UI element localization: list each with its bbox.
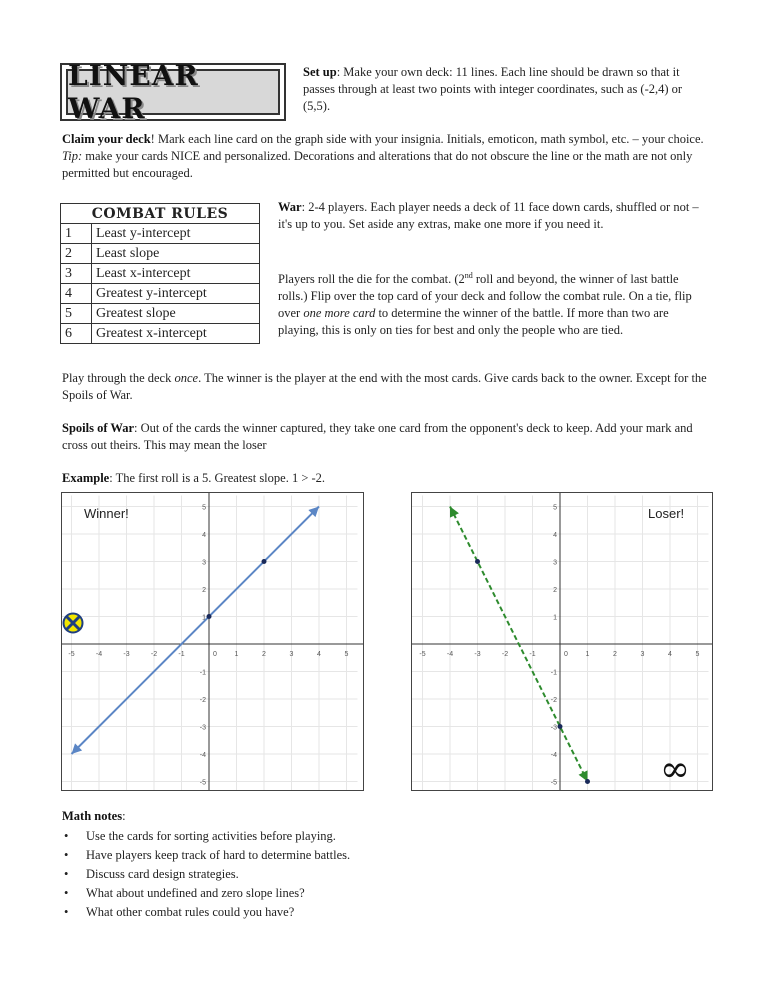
page-title: LINEAR WAR xyxy=(68,59,199,125)
combat-rules-header-row xyxy=(61,204,260,224)
x-tick-label: 1 xyxy=(234,651,239,658)
roll-emphasis: one more card xyxy=(303,306,376,321)
loser-label: Loser! xyxy=(648,506,685,521)
x-tick-label: 0 xyxy=(213,651,217,658)
y-tick-label: -3 xyxy=(550,724,557,732)
table-row xyxy=(61,304,260,324)
rule-number: 2 xyxy=(61,244,92,264)
y-tick-label: -3 xyxy=(199,724,206,732)
combat-rules-table xyxy=(60,203,260,344)
play-text-1: Play through the deck xyxy=(62,371,175,385)
rule-number: 5 xyxy=(61,304,92,324)
rule-text: Least slope xyxy=(92,244,260,264)
rule-number: 6 xyxy=(61,324,92,344)
rule-number: 1 xyxy=(61,224,92,244)
y-tick-label: 3 xyxy=(553,559,557,567)
rule-text: Greatest slope xyxy=(92,304,260,324)
x-tick-label: 1 xyxy=(585,651,590,658)
rule-text: Least x-intercept xyxy=(92,264,260,284)
x-tick-label: 0 xyxy=(564,651,568,658)
y-tick-label: 5 xyxy=(202,504,206,512)
graph-line xyxy=(72,504,320,755)
y-tick-label: -2 xyxy=(199,697,206,704)
y-tick-label: 3 xyxy=(202,559,206,567)
x-tick-label: -1 xyxy=(529,651,536,658)
x-tick-label: -2 xyxy=(501,651,509,658)
y-tick-label: -4 xyxy=(199,752,206,759)
y-tick-label: 2 xyxy=(553,587,557,594)
spoils-text: : Out of the cards the winner captured, they take one card from the opponent's deck to keep. Add your mark and cross out theirs. This may mean the loser xyxy=(62,421,693,452)
infinity-insignia-icon: ∞ xyxy=(660,749,690,790)
claim-text-1: ! Mark each line card on the graph side with your insignia. Initials, emoticon, math symbol, etc. – your choice. xyxy=(150,132,704,146)
x-tick-label: 3 xyxy=(640,651,645,658)
x-tick-label: 4 xyxy=(317,651,321,658)
point-marker xyxy=(475,559,480,564)
claim-label: Claim your deck xyxy=(62,132,151,146)
claim-text-2: make your cards NICE and personalized. Decorations and alterations that do not obscure the line or the math are not only permitted but encouraged. xyxy=(62,149,693,180)
winner-label: Winner! xyxy=(84,506,129,521)
loser-graph xyxy=(411,492,713,791)
example-label: Example xyxy=(62,471,110,485)
play-through-paragraph xyxy=(62,370,712,404)
table-row xyxy=(61,324,260,344)
x-tick-label: -5 xyxy=(68,651,75,658)
title-box xyxy=(60,59,286,125)
x-mark-insignia-icon xyxy=(64,614,83,633)
y-tick-label: 1 xyxy=(553,614,557,622)
list-item: • Use the cards for sorting activities before playing. xyxy=(62,827,712,846)
play-text-2: . The winner is the player at the end with the most cards. Give cards back to the owner. Except for the Spoils of War. xyxy=(62,371,707,402)
math-notes-list xyxy=(62,827,712,922)
roll-sup: nd xyxy=(464,271,473,280)
example-text: : The first roll is a 5. Greatest slope. 1 > -2. xyxy=(109,471,326,485)
roll-text-1: Players roll the die for the combat. (2 xyxy=(278,272,465,287)
play-emphasis: once xyxy=(174,371,199,385)
y-tick-label: 1 xyxy=(202,614,206,622)
roll-text-2: roll and beyond, the winner of last battle rolls.) Flip over the top card of your deck and follow the combat rule. On a tie, flip over xyxy=(278,272,692,321)
x-tick-label: -3 xyxy=(474,651,481,658)
table-row xyxy=(61,224,260,244)
x-tick-label: 2 xyxy=(613,651,617,658)
x-tick-label: 3 xyxy=(289,651,294,658)
x-tick-label: -3 xyxy=(123,651,130,658)
roll-paragraph xyxy=(278,267,708,339)
y-tick-label: 5 xyxy=(553,504,557,512)
list-item: • What about undefined and zero slope lines? xyxy=(62,884,712,903)
table-row xyxy=(61,284,260,304)
point-marker xyxy=(558,724,563,729)
spoils-paragraph xyxy=(62,420,712,454)
title-banner xyxy=(66,59,280,125)
setup-text: : Make your own deck: 11 lines. Each line should be drawn so that it passes through at least two points with integer coordinates, such as (-2,4) or (5,5). xyxy=(303,65,683,113)
combat-rules-heading: COMBAT RULES xyxy=(61,204,260,224)
x-tick-label: -4 xyxy=(446,651,454,658)
point-marker xyxy=(207,614,212,619)
claim-tip: Tip: xyxy=(62,149,83,163)
rule-text: Least y-intercept xyxy=(92,224,260,244)
x-tick-label: -1 xyxy=(178,651,185,658)
setup-label: Set up xyxy=(303,65,337,79)
list-item: • What other combat rules could you have? xyxy=(62,903,712,922)
roll-text-3: to determine the winner of the battle. If more than two are playing, this is only on ties for best and only the people who are tied. xyxy=(278,306,669,338)
point-marker xyxy=(585,779,590,784)
rule-number: 4 xyxy=(61,284,92,304)
rule-text: Greatest x-intercept xyxy=(92,324,260,344)
point-marker xyxy=(262,559,267,564)
x-tick-label: 5 xyxy=(695,651,700,658)
y-tick-label: -5 xyxy=(550,779,557,787)
math-notes-label: Math notes xyxy=(62,809,123,823)
y-tick-label: -4 xyxy=(550,752,557,759)
war-text: : 2-4 players. Each player needs a deck of 11 face down cards, shuffled or not – it's up to you. Set aside any extras, make one more if you need it. xyxy=(278,200,699,231)
math-notes-colon: : xyxy=(122,809,126,823)
x-tick-label: 5 xyxy=(344,651,349,658)
list-item: • Discuss card design strategies. xyxy=(62,865,712,884)
x-tick-label: -4 xyxy=(95,651,103,658)
x-tick-label: -5 xyxy=(419,651,426,658)
winner-graph xyxy=(61,492,364,791)
setup-paragraph xyxy=(303,64,703,115)
y-tick-label: -1 xyxy=(199,669,206,677)
rule-text: Greatest y-intercept xyxy=(92,284,260,304)
y-tick-label: 2 xyxy=(202,587,206,594)
y-tick-label: 4 xyxy=(202,532,206,539)
rule-number: 3 xyxy=(61,264,92,284)
x-tick-label: -2 xyxy=(150,651,158,658)
x-tick-label: 2 xyxy=(262,651,266,658)
spoils-label: Spoils of War xyxy=(62,421,135,435)
y-tick-label: 4 xyxy=(553,532,557,539)
war-label: War xyxy=(278,200,302,214)
list-item: • Have players keep track of hard to determine battles. xyxy=(62,846,712,865)
math-notes-heading xyxy=(62,808,712,825)
x-tick-label: 4 xyxy=(668,651,672,658)
y-tick-label: -2 xyxy=(550,697,557,704)
war-paragraph xyxy=(278,199,708,233)
table-row xyxy=(61,244,260,264)
claim-paragraph xyxy=(62,131,712,182)
example-paragraph xyxy=(62,470,712,487)
y-tick-label: -5 xyxy=(199,779,206,787)
y-tick-label: -1 xyxy=(550,669,557,677)
table-row xyxy=(61,264,260,284)
